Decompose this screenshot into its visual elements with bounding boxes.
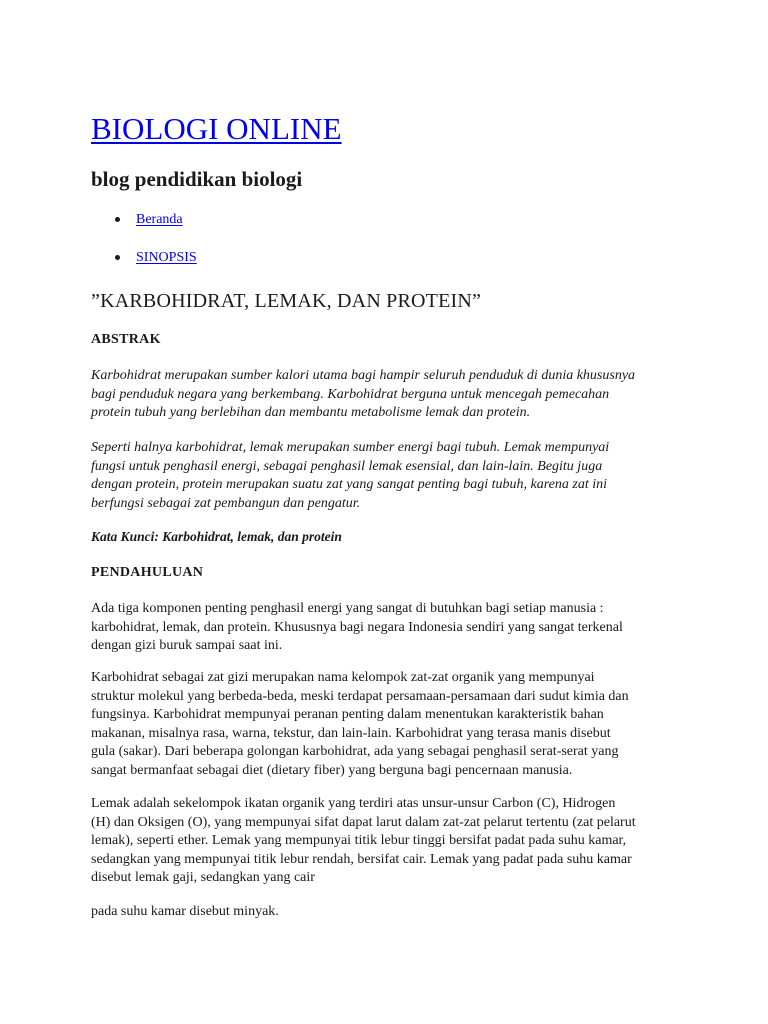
text-line: struktur molekul yang berbeda-beda, meski terdapat persamaan-persamaan dari sudut kimia dan <box>91 688 629 704</box>
blog-title <box>91 110 342 148</box>
text-line: karbohidrat, lemak, dan protein. Khususnya bagi negara Indonesia sendiri yang sangat terkenal <box>91 619 623 635</box>
keywords: Kata Kunci: Karbohidrat, lemak, dan protein <box>91 529 342 544</box>
text-line: dengan protein, protein merupakan suatu zat yang sangat penting bagi tubuh, karena zat ini <box>91 477 608 493</box>
abstract-paragraph-2 <box>91 439 691 513</box>
article-title: ”KARBOHIDRAT, LEMAK, DAN PROTEIN” <box>91 290 482 312</box>
bullet-icon <box>115 217 120 222</box>
abstract-paragraph-1 <box>91 367 691 423</box>
blog-title-link[interactable]: BIOLOGI ONLINE <box>91 111 342 146</box>
text-line: sangat bermanfaat sebagai diet (dietary fiber) yang berguna bagi pencernaan manusia. <box>91 762 573 778</box>
nav-link-beranda[interactable]: Beranda <box>136 212 183 227</box>
text-line: Karbohidrat merupakan sumber kalori utama bagi hampir seluruh penduduk di dunia khususnya <box>91 368 636 383</box>
text-line: dengan gizi buruk sampai saat ini. <box>91 638 283 654</box>
nav-menu <box>91 206 197 282</box>
text-line: disebut lemak gaji, sedangkan yang cair <box>91 870 315 886</box>
text-line: bagi penduduk negara yang berkembang. Karbohidrat berguna untuk mencegah pemecahan <box>91 386 610 402</box>
text-line: Lemak adalah sekelompok ikatan organik yang terdiri atas unsur-unsur Carbon (C), Hidrogen <box>91 796 616 811</box>
text-line: Seperti halnya karbohidrat, lemak merupakan sumber energi bagi tubuh. Lemak mempunyai <box>91 440 610 455</box>
intro-paragraph-4 <box>91 903 691 922</box>
abstract-heading: ABSTRAK <box>91 332 161 347</box>
intro-heading: PENDAHULUAN <box>91 565 204 580</box>
text-line: sedangkan yang mempunyai titik lebur rendah, bersifat cair. Lemak yang padat pada suhu kamar <box>91 851 632 867</box>
nav-item-sinopsis <box>91 244 197 282</box>
text-line: fungsi untuk penghasil energi, sebagai penghasil lemak esensial, dan lain-lain. Begitu juga <box>91 458 603 474</box>
text-line: Karbohidrat sebagai zat gizi merupakan nama kelompok zat-zat organik yang mempunyai <box>91 670 595 685</box>
text-line: gula (sakar). Dari beberapa golongan karbohidrat, ada yang sebagai penghasil serat-serat yang <box>91 744 619 760</box>
text-line: protein tubuh yang berlebihan dan membantu metabolisme lemak dan protein. <box>91 405 531 421</box>
text-line: Ada tiga komponen penting penghasil energi yang sangat di butuhkan bagi setiap manusia : <box>91 601 604 616</box>
text-line: pada suhu kamar disebut minyak. <box>91 904 279 919</box>
bullet-icon <box>115 255 120 260</box>
nav-link-sinopsis[interactable]: SINOPSIS <box>136 250 197 265</box>
text-line: lemak), seperti ether. Lemak yang mempunyai titik lebur tinggi bersifat padat pada suhu kamar, <box>91 833 627 849</box>
text-line: fungsinya. Karbohidrat mempunyai peranan penting dalam menentukan karakteristik bahan <box>91 707 604 723</box>
nav-item-beranda <box>91 206 197 244</box>
intro-paragraph-1 <box>91 600 691 656</box>
text-line: (H) dan Oksigen (O), yang mempunyai sifat dapat larut dalam zat-zat pelarut tertentu (zat pelarut <box>91 814 636 830</box>
intro-paragraph-2 <box>91 669 691 781</box>
text-line: berfungsi sebagai zat pembangun dan pengatur. <box>91 495 361 511</box>
text-line: makanan, misalnya rasa, warna, tekstur, dan lain-lain. Karbohidrat yang terasa manis disebut <box>91 725 611 741</box>
intro-paragraph-3 <box>91 795 691 888</box>
blog-tagline: blog pendidikan biologi <box>91 167 303 191</box>
